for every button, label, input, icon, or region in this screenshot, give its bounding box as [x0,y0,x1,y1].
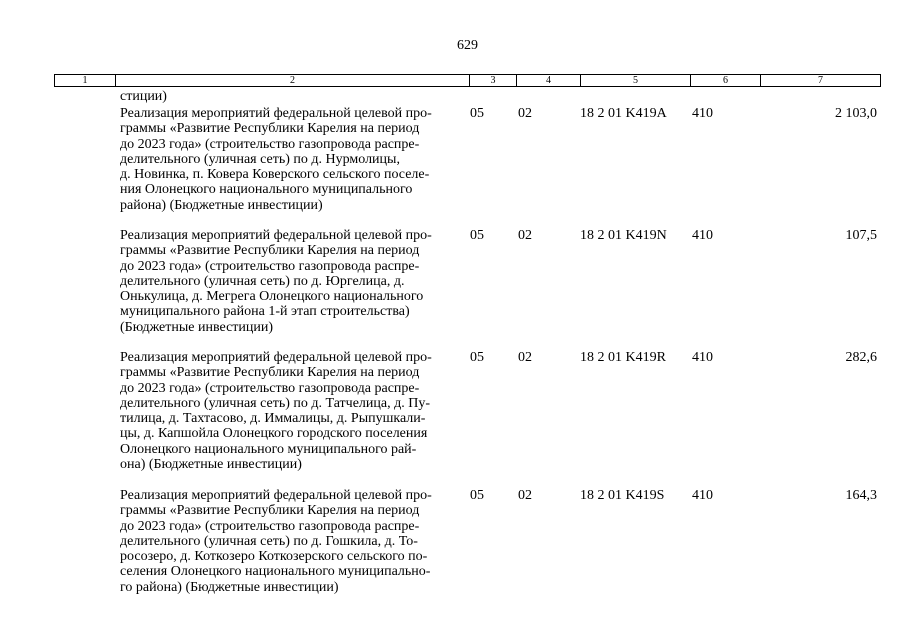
description-line: Реализация мероприятий федеральной целевой про- [120,488,432,503]
description-line: росозеро, д. Коткозеро Коткозерского сельского по- [120,549,428,565]
row-subsection: 02 [518,228,532,243]
column-header-4: 4 [517,75,581,87]
row-expense-type: 410 [692,350,713,365]
column-header-5: 5 [581,75,691,87]
description-line: делительного (уличная сеть) по д. Нурмолицы, [120,151,400,167]
column-header-table [54,74,881,87]
description-line: Реализация мероприятий федеральной целевой про- [120,350,432,365]
column-header-6: 6 [691,75,761,87]
description-line: муниципального района 1-й этап строительства) [120,304,410,320]
description-line: граммы «Развитие Республики Карелия на период [120,243,420,259]
row-section: 05 [470,488,484,503]
row-expense-type: 410 [692,488,713,503]
row-section: 05 [470,350,484,365]
description-line: Реализация мероприятий федеральной целевой про- [120,228,432,243]
description-line: цы, д. Капшойла Олонецкого городского поселения [120,426,428,442]
row-section: 05 [470,228,484,243]
description-line: селения Олонецкого национального муниципально- [120,564,431,580]
row-description [120,488,465,595]
row-amount: 164,3 [845,488,877,503]
description-line: го района) (Бюджетные инвестиции) [120,579,339,595]
row-expense-type: 410 [692,228,713,243]
description-line: до 2023 года» (строительство газопровода распре- [120,518,420,534]
page-number: 629 [457,38,478,53]
description-line: до 2023 года» (строительство газопровода распре- [120,258,420,274]
description-line: граммы «Развитие Республики Карелия на период [120,503,420,519]
column-header-1: 1 [55,75,116,87]
description-line: до 2023 года» (строительство газопровода распре- [120,380,420,396]
row-amount: 107,5 [845,228,877,243]
row-description [120,350,465,472]
description-line: граммы «Развитие Республики Карелия на период [120,121,420,137]
description-line: Онькулица, д. Мегрега Олонецкого национального [120,289,424,305]
description-line: граммы «Развитие Республики Карелия на период [120,365,420,381]
row-subsection: 02 [518,106,532,121]
continuation-text: стиции) [120,89,167,104]
description-line: она) (Бюджетные инвестиции) [120,457,302,473]
row-amount: 282,6 [845,350,877,365]
row-amount: 2 103,0 [835,106,877,121]
description-line: (Бюджетные инвестиции) [120,319,274,335]
description-line: делительного (уличная сеть) по д. Юргелица, д. [120,273,405,289]
description-line: д. Новинка, п. Ковера Коверского сельского поселе- [120,167,430,183]
row-subsection: 02 [518,350,532,365]
row-target-article: 18 2 01 K419N [580,228,667,243]
description-line: ния Олонецкого национального муниципального [120,182,413,198]
description-line: делительного (уличная сеть) по д. Гошкила, д. То- [120,533,418,549]
row-description [120,228,465,335]
row-target-article: 18 2 01 K419R [580,350,666,365]
column-header-3: 3 [470,75,517,87]
description-line: Олонецкого национального муниципального рай- [120,441,417,457]
column-header-row [55,75,881,87]
column-header-7: 7 [761,75,881,87]
row-target-article: 18 2 01 K419S [580,488,665,503]
row-description [120,106,465,213]
column-header-2: 2 [116,75,470,87]
description-line: тилица, д. Тахтасово, д. Иммалицы, д. Рыпушкали- [120,411,426,427]
row-expense-type: 410 [692,106,713,121]
description-line: района) (Бюджетные инвестиции) [120,197,323,213]
description-line: до 2023 года» (строительство газопровода распре- [120,136,420,152]
row-subsection: 02 [518,488,532,503]
description-line: делительного (уличная сеть) по д. Татчелица, д. Пу- [120,395,431,411]
row-section: 05 [470,106,484,121]
row-target-article: 18 2 01 K419A [580,106,667,121]
description-line: Реализация мероприятий федеральной целевой про- [120,106,432,121]
